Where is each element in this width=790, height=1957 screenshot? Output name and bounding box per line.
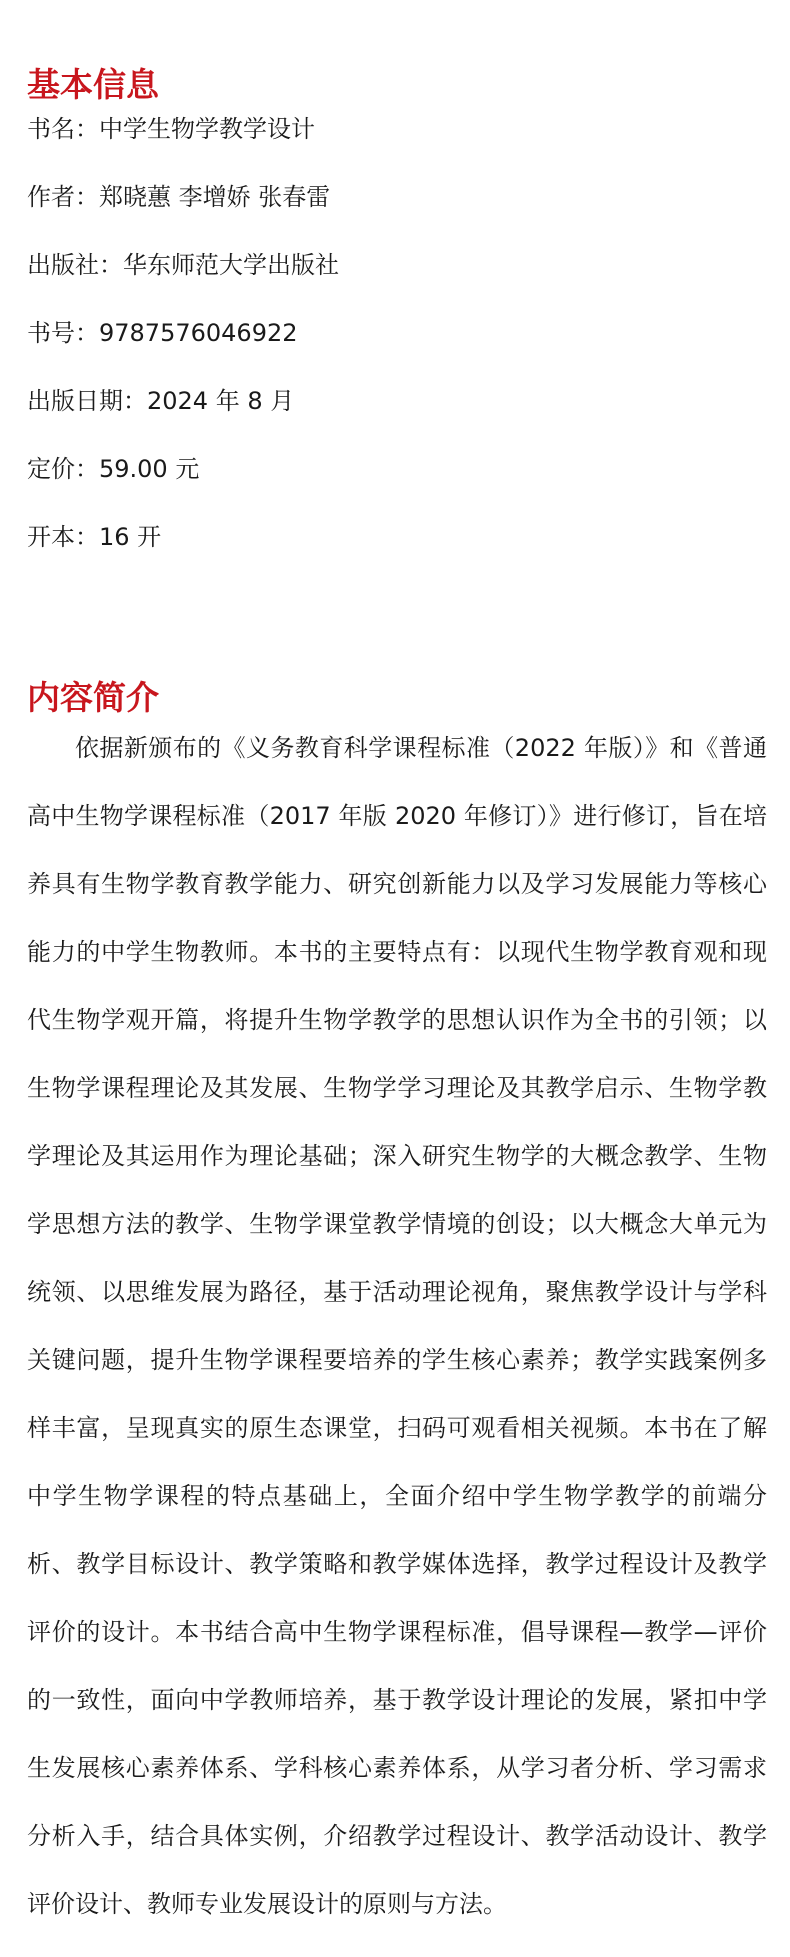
info-format: 开本：16 开	[27, 523, 162, 551]
info-price: 定价：59.00 元	[27, 455, 200, 483]
info-isbn: 书号：9787576046922	[27, 319, 298, 347]
info-authors: 作者：郑晓蕙 李增娇 张春雷	[27, 183, 331, 211]
info-book-title: 书名：中学生物学教学设计	[27, 115, 315, 143]
info-publish-date: 出版日期：2024 年 8 月	[27, 387, 295, 415]
content-intro-heading: 内容简介	[27, 678, 159, 718]
basic-info-list	[27, 108, 767, 584]
content-intro-paragraph: 依据新颁布的《义务教育科学课程标准（2022 年版）》和《普通高中生物学课程标准（2017 年版 2020 年修订）》进行修订，旨在培养具有生物学教育教学能力、研究创新能力以及学习发展能力等核心能力的中学生物教师。本书的主要特点有：以现代生物学教育观和现代生物学观开篇，将提升生物学教学的思想认识作为全书的引领；以生物学课程理论及其发展、生物学学习理论及其教学启示、生物学教学理论及其运用作为理论基础；深入研究生物学的大概念教学、生物学思想方法的教学、生物学课堂教学情境的创设；以大概念大单元为统领、以思维发展为路径，基于活动理论视角，聚焦教学设计与学科关键问题，提升生物学课程要培养的学生核心素养；教学实践案例多样丰富，呈现真实的原生态课堂，扫码可观看相关视频。本书在了解中学生物学课程的特点基础上，全面介绍中学生物学教学的前端分析、教学目标设计、教学策略和教学媒体选择，教学过程设计及教学评价的设计。本书结合高中生物学课程标准，倡导课程—教学—评价的一致性，面向中学教师培养，基于教学设计理论的发展，紧扣中学生发展核心素养体系、学科核心素养体系，从学习者分析、学习需求分析入手，结合具体实例，介绍教学过程设计、教学活动设计、教学评价设计、教师专业发展设计的原则与方法。	[27, 734, 767, 1918]
info-publisher: 出版社：华东师范大学出版社	[27, 251, 339, 279]
basic-info-heading: 基本信息	[27, 65, 159, 105]
